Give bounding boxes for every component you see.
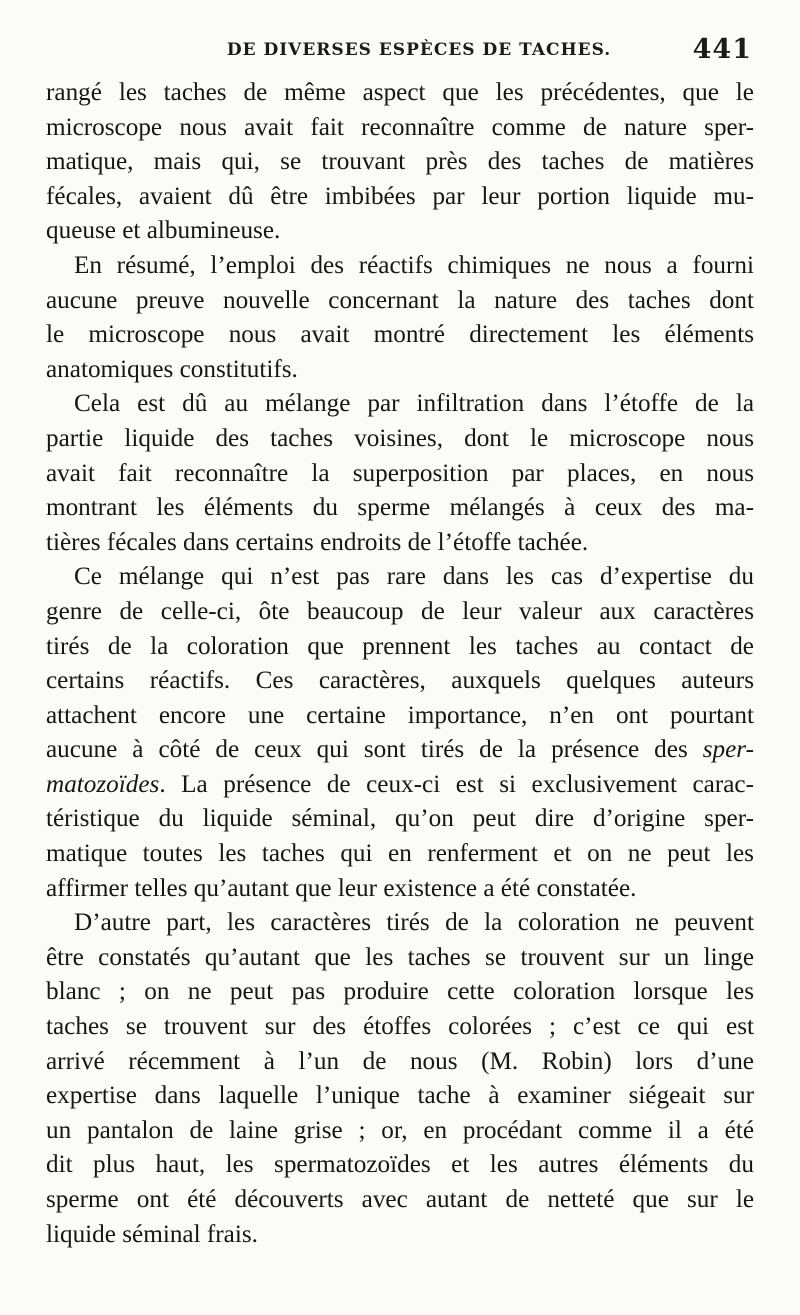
text-line: Cela est dû au mélange par infiltration dans l’étoffe de la <box>74 390 754 418</box>
text-line: être constatés qu’autant que les taches se trouvent sur un linge <box>46 943 754 971</box>
text-line: taches se trouvent sur des étoffes colorées ; c’est ce qui est <box>46 1013 754 1041</box>
text-line: blanc ; on ne peut pas produire cette coloration lorsque les <box>46 978 754 1006</box>
text-line: genre de celle-ci, ôte beaucoup de leur valeur aux caractères <box>46 597 754 625</box>
text-line: D’autre part, les caractères tirés de la coloration ne peuvent <box>74 909 754 937</box>
text-line: En résumé, l’emploi des réactifs chimiques ne nous a fourni <box>74 251 754 279</box>
text-line: anatomiques constitutifs. <box>46 355 298 383</box>
text-line: rangé les taches de même aspect que les précédentes, que le <box>46 79 754 106</box>
body-text <box>46 76 754 1252</box>
text-line: le microscope nous avait montré directement les éléments <box>46 321 754 349</box>
text-line: fécales, avaient dû être imbibées par leur portion liquide mu- <box>46 182 754 210</box>
text-line-with-italic <box>46 768 754 803</box>
text-line: expertise dans laquelle l’unique tache à examiner siégeait sur <box>46 1082 754 1110</box>
text-line: Ce mélange qui n’est pas rare dans les cas d’expertise du <box>74 563 754 591</box>
text-line: affirmer telles qu’autant que leur existence a été constatée. <box>46 874 637 902</box>
text-line: tirés de la coloration que prennent les taches au contact de <box>46 632 754 660</box>
text-line: aucune preuve nouvelle concernant la nature des taches dont <box>46 286 754 314</box>
text-line: queuse et albumineuse. <box>46 217 281 245</box>
text-line: partie liquide des taches voisines, dont le microscope nous <box>46 424 754 452</box>
text-line: attachent encore une certaine importance, n’en ont pourtant <box>46 701 754 729</box>
page-number: 441 <box>692 34 752 65</box>
text-line: dit plus haut, les spermatozoïdes et les autres éléments du <box>46 1151 754 1179</box>
running-title: DE DIVERSES ESPÈCES DE TACHES. <box>226 40 612 60</box>
running-head <box>46 34 752 74</box>
italic-segment: sper- <box>702 736 754 764</box>
text-line: sperme ont été découverts avec autant de netteté que sur le <box>46 1186 754 1213</box>
text-segment: aucune à côté de ceux qui sont tirés de la présence des <box>46 736 688 764</box>
text-segment: . La présence de ceux-ci est si exclusivement carac- <box>159 770 754 798</box>
text-line: matique toutes les taches qui en renferment et on ne peut les <box>46 840 754 868</box>
text-line: microscope nous avait fait reconnaître comme de nature sper- <box>46 113 754 141</box>
text-line: un pantalon de laine grise ; or, en procédant comme il a été <box>46 1116 754 1144</box>
text-line: certains réactifs. Ces caractères, auxquels quelques auteurs <box>46 667 754 695</box>
text-line-with-italic <box>46 733 754 768</box>
text-line: montrant les éléments du sperme mélangés à ceux des ma- <box>46 494 754 522</box>
text-line: avait fait reconnaître la superposition par places, en nous <box>46 459 754 487</box>
text-line: liquide séminal frais. <box>46 1220 258 1248</box>
italic-segment: matozoïdes <box>46 770 160 798</box>
text-line: tières fécales dans certains endroits de l’étoffe tachée. <box>46 528 589 556</box>
text-line: téristique du liquide séminal, qu’on peut dire d’origine sper- <box>46 805 754 833</box>
text-line: matique, mais qui, se trouvant près des taches de matières <box>46 148 754 176</box>
text-line: arrivé récemment à l’un de nous (M. Robin) lors d’une <box>46 1047 754 1075</box>
